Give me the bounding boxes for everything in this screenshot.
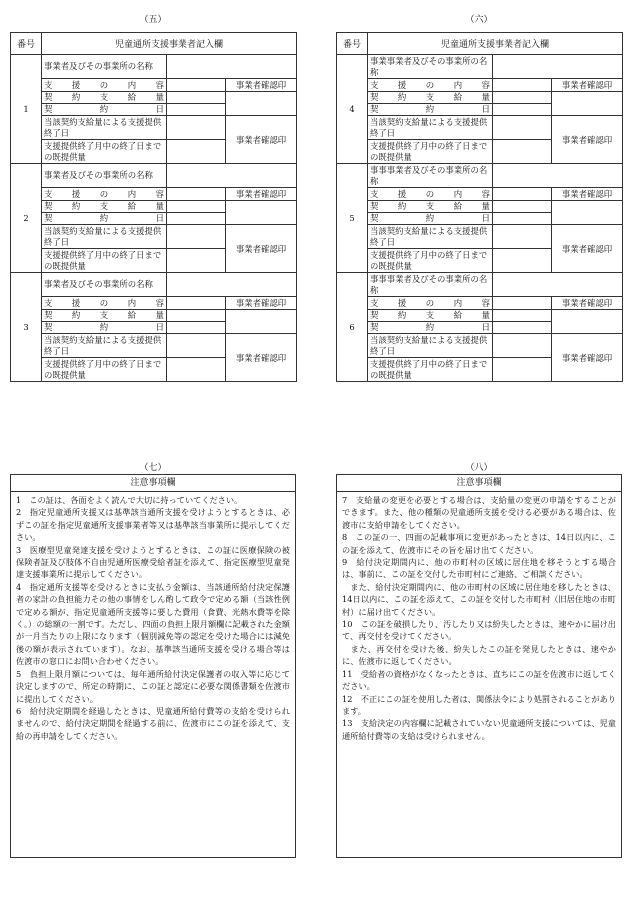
table-row [337, 55, 623, 79]
provided-amount-value [167, 249, 226, 273]
provider-seal-box [552, 201, 623, 225]
provider-seal-label: 事業者確認印 [552, 297, 623, 310]
provider-seal-box [552, 310, 623, 334]
contract-amount-value [493, 201, 552, 213]
provider-seal-label: 事業者確認印 [226, 225, 297, 273]
table-row [337, 188, 623, 201]
panel-5 [10, 8, 296, 428]
note-item: 4 指定通所支援等を受けるときに支払う金額は、当該通所給付決定保護者の家計の負担能力その他の事情をしん酌して政令で定める額（当該性例で定める額が、指定児童通所支援等に要した費用（食費、光熱水費等を除く。）の総額の一割です。ただし、四面の負担上限月額欄に記載された金額が一月当たりの上限になります（個別減免等の認定を受けた場合には減免後の額が表示されています）。なお、基準該当通所支援を受ける場合等は佐渡市の窓口にお問い合わせください。 [16, 581, 290, 667]
provider-seal-label: 事業者確認印 [226, 188, 297, 201]
contract-amount-label: 契 約 支 給 量 [42, 201, 167, 213]
row-number: 2 [11, 164, 42, 273]
provided-amount-label: 支援提供終了月中の終了日までの既提供量 [42, 140, 167, 164]
provider-seal-label: 事業者確認印 [552, 116, 623, 164]
provider-name-value [493, 55, 623, 79]
table-row [11, 55, 297, 79]
note-item: 11 受給者の資格がなくなったときは、直ちにこの証を佐渡市に返してください。 [342, 668, 616, 692]
support-content-label: 支 援 の 内 容 [42, 79, 167, 92]
provider-seal-label: 事業者確認印 [552, 334, 623, 382]
note-item: また、給付決定期間内に、他の市町村の区域に居住地を移したときは、14日以内に、この証を添えて、この証を交付した市町村（旧居住地の市町村）に届け出てください。 [342, 581, 616, 617]
table-body [337, 55, 623, 382]
table-row [337, 225, 623, 249]
table-row [11, 334, 297, 358]
support-content-label: 支 援 の 内 容 [368, 297, 493, 310]
table-row [337, 79, 623, 92]
provider-seal-label: 事業者確認印 [552, 79, 623, 92]
notes-title: 注意事項欄 [11, 475, 295, 492]
support-content-label: 支 援 の 内 容 [42, 188, 167, 201]
contract-amount-label: 契 約 支 給 量 [42, 92, 167, 104]
provider-name-label: 事業事業者及びその事業所の名称 [368, 55, 493, 79]
row-number: 5 [337, 164, 368, 273]
provided-amount-value [493, 358, 552, 382]
provided-amount-label: 支援提供終了月中の終了日までの既提供量 [42, 358, 167, 382]
provider-seal-box [226, 310, 297, 334]
panel-number: （七） [139, 463, 167, 473]
support-content-value [493, 79, 552, 92]
panel-6 [336, 8, 622, 428]
table-row [337, 310, 623, 322]
contract-date-value [167, 104, 226, 116]
support-content-label: 支 援 の 内 容 [368, 188, 493, 201]
support-content-label: 支 援 の 内 容 [42, 297, 167, 310]
note-item: 2 指定児童通所支援又は基準該当通所支援を受けようとするときは、必ずこの証を指定児童通所支援事業者等又は基準該当事業所に提示してください。 [16, 507, 290, 543]
note-item: 5 負担上限月額については、毎年通所給付決定保護者の収入等に応じて決定しますので、所定の時期に、この証と認定に必要な関係書類を佐渡市に提出してください。 [16, 668, 290, 704]
table-row [11, 310, 297, 322]
end-date-label: 当該契約支給量による支援提供終了日 [42, 334, 167, 358]
contract-date-label: 契 約 日 [42, 322, 167, 334]
table-row [11, 273, 297, 297]
provider-name-value [493, 273, 623, 297]
end-date-value [167, 116, 226, 140]
row-number: 3 [11, 273, 42, 382]
note-item: 3 医療型児童発達支援を受けようとするときは、この証に医療保険の被保険者証及び肢体不自由児通所医療受給者証を添えて、指定医療型児童発達支援事業所に提示してください。 [16, 544, 290, 580]
end-date-label: 当該契約支給量による支援提供終了日 [368, 225, 493, 249]
note-item: 7 支給量の変更を必要とする場合は、支給量の変更の申請をすることができます。また、他の種類の児童通所支援を受ける必要がある場合は、佐渡市に支給申請をしてください。 [342, 495, 616, 530]
provided-amount-value [167, 140, 226, 164]
support-content-value [167, 297, 226, 310]
contract-date-value [493, 213, 552, 225]
registration-table [10, 32, 297, 382]
provider-seal-label: 事業者確認印 [226, 79, 297, 92]
provider-seal-label: 事業者確認印 [226, 334, 297, 382]
panel-number: （六） [465, 15, 493, 25]
end-date-label: 当該契約支給量による支援提供終了日 [42, 225, 167, 249]
end-date-value [493, 116, 552, 140]
provider-name-value [167, 55, 297, 79]
contract-amount-value [493, 92, 552, 104]
table-row [11, 188, 297, 201]
provided-amount-value [493, 249, 552, 273]
table-row [337, 273, 623, 297]
support-content-label: 支 援 の 内 容 [368, 79, 493, 92]
end-date-value [167, 225, 226, 249]
provider-name-label: 事業者及びその事業所の名称 [42, 164, 167, 188]
note-item: 10 この証を破損したり、汚したり又は紛失したときは、速やかに届け出て、再交付を受けてください。 [342, 619, 616, 642]
provider-seal-box [226, 201, 297, 225]
contract-date-value [167, 322, 226, 334]
note-item: 12 不正にこの証を使用した者は、関係法令により処罰されることがあります。 [342, 693, 616, 716]
provided-amount-label: 支援提供終了月中の終了日までの既提供量 [368, 140, 493, 164]
provider-name-value [493, 164, 623, 188]
contract-date-label: 契 約 日 [42, 213, 167, 225]
provider-seal-label: 事業者確認印 [552, 225, 623, 273]
panel-7 [10, 460, 296, 860]
provider-name-label: 事事事業者及びその事業所の名称 [368, 273, 493, 297]
row-number: 1 [11, 55, 42, 164]
end-date-label: 当該契約支給量による支援提供終了日 [368, 334, 493, 358]
contract-date-label: 契 約 日 [42, 104, 167, 116]
provider-name-label: 事事事業者及びその事業所の名称 [368, 164, 493, 188]
note-item: 1 この証は、各面をよく読んで大切に持っていてください。 [16, 495, 243, 505]
note-item: 9 給付決定期間内に、他の市町村の区域に居住地を移そうとする場合は、事前に、この証を交付した市町村にご連絡、ご相談ください。 [342, 557, 616, 580]
panel-number: （八） [465, 463, 493, 473]
note-item: また、再交付を受けた後、紛失したこの証を発見したときは、速やかに、佐渡市に返してください。 [342, 643, 616, 667]
table-row [337, 116, 623, 140]
header-number: 番号 [337, 33, 368, 55]
header-title: 児童通所支援事業者記入欄 [42, 33, 297, 55]
provider-seal-box [552, 92, 623, 116]
notes-box [10, 474, 296, 858]
provider-seal-label: 事業者確認印 [226, 116, 297, 164]
provider-seal-box [226, 92, 297, 116]
table-row [337, 164, 623, 188]
provider-name-value [167, 164, 297, 188]
contract-amount-label: 契 約 支 給 量 [368, 92, 493, 104]
table-row [11, 79, 297, 92]
provided-amount-label: 支援提供終了月中の終了日までの既提供量 [42, 249, 167, 273]
contract-amount-value [493, 310, 552, 322]
end-date-value [167, 334, 226, 358]
table-row [11, 201, 297, 213]
registration-table [336, 32, 623, 382]
provider-name-label: 事業者及びその事業所の名称 [42, 55, 167, 79]
table-body [11, 55, 297, 382]
notes-body [337, 492, 621, 744]
table-row [337, 297, 623, 310]
support-content-value [493, 297, 552, 310]
contract-date-label: 契 約 日 [368, 322, 493, 334]
provided-amount-label: 支援提供終了月中の終了日までの既提供量 [368, 358, 493, 382]
end-date-label: 当該契約支給量による支援提供終了日 [42, 116, 167, 140]
header-title: 児童通所支援事業者記入欄 [368, 33, 623, 55]
contract-date-value [167, 213, 226, 225]
contract-date-value [493, 322, 552, 334]
support-content-value [493, 188, 552, 201]
contract-date-label: 契 約 日 [368, 213, 493, 225]
table-row [11, 164, 297, 188]
support-content-value [167, 188, 226, 201]
end-date-value [493, 334, 552, 358]
contract-amount-value [167, 201, 226, 213]
end-date-label: 当該契約支給量による支援提供終了日 [368, 116, 493, 140]
panel-8 [336, 460, 622, 860]
provider-seal-label: 事業者確認印 [226, 297, 297, 310]
notes-box [336, 474, 622, 858]
notes-title: 注意事項欄 [337, 475, 621, 492]
header-number: 番号 [11, 33, 42, 55]
table-row [337, 201, 623, 213]
provider-seal-label: 事業者確認印 [552, 188, 623, 201]
contract-date-value [493, 104, 552, 116]
provided-amount-value [167, 358, 226, 382]
note-item: 8 この証の一、四面の記載事項に変更があったときは、14日以内に、この証を添えて、佐渡市にその旨を届け出てください。 [342, 532, 616, 555]
provider-name-value [167, 273, 297, 297]
note-item: 13 支給決定の内容欄に記載されていない児童通所支援については、児童通所給付費等の支給は受けられません。 [342, 718, 616, 741]
provider-name-label: 事業者及びその事業所の名称 [42, 273, 167, 297]
table-row [11, 92, 297, 104]
provided-amount-label: 支援提供終了月中の終了日までの既提供量 [368, 249, 493, 273]
table-row [11, 225, 297, 249]
table-row [11, 116, 297, 140]
end-date-value [493, 225, 552, 249]
panel-number: （五） [139, 15, 167, 25]
contract-amount-label: 契 約 支 給 量 [368, 201, 493, 213]
row-number: 6 [337, 273, 368, 382]
contract-amount-label: 契 約 支 給 量 [368, 310, 493, 322]
contract-amount-label: 契 約 支 給 量 [42, 310, 167, 322]
notes-body [11, 492, 295, 744]
table-row [11, 297, 297, 310]
provided-amount-value [493, 140, 552, 164]
table-row [337, 334, 623, 358]
table-row [337, 92, 623, 104]
contract-amount-value [167, 310, 226, 322]
row-number: 4 [337, 55, 368, 164]
support-content-value [167, 79, 226, 92]
contract-date-label: 契 約 日 [368, 104, 493, 116]
note-item: 6 給付決定期間を経過したときは、児童通所給付費等の支給を受けられませんので、給付決定期間を経過する前に、佐渡市にこの証を添えて、支給の再申請をしてください。 [16, 705, 290, 741]
contract-amount-value [167, 92, 226, 104]
